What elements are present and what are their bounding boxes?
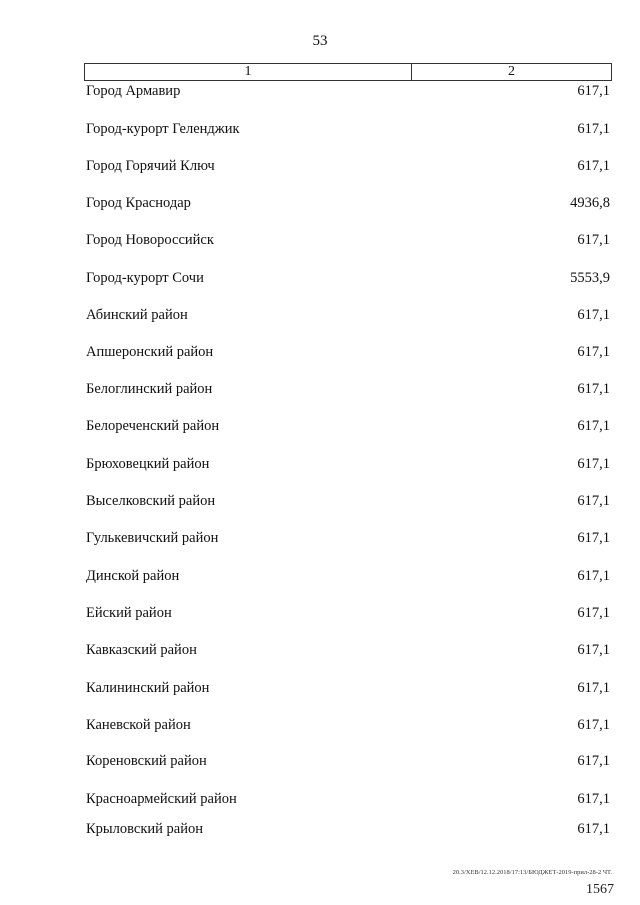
municipality-name: Апшеронский район [86,344,214,360]
column-header-1: 1 [85,64,412,80]
amount-value: 617,1 [577,307,610,323]
amount-value: 617,1 [577,605,610,621]
table-row [86,415,610,437]
amount-value: 617,1 [577,232,610,248]
amount-value: 617,1 [577,121,610,137]
table-row [86,118,610,140]
amount-value: 4936,8 [570,195,610,211]
municipality-name: Кореновский район [86,753,207,769]
sheet-number: 1567 [586,882,614,897]
amount-value: 617,1 [577,418,610,434]
table-row [86,788,610,810]
municipality-name: Белоглинский район [86,381,213,397]
municipality-name: Кавказский район [86,642,197,658]
municipality-name: Город Горячий Ключ [86,158,215,174]
amount-value: 617,1 [577,158,610,174]
amount-value: 617,1 [577,456,610,472]
municipality-name: Город Новороссийск [86,232,214,248]
municipality-name: Город-курорт Геленджик [86,121,240,137]
amount-value: 617,1 [577,821,610,837]
table-header [84,63,612,81]
municipality-name: Выселковский район [86,493,216,509]
table-row [86,677,610,699]
table-row [86,527,610,549]
municipality-name: Ейский район [86,605,172,621]
table-row [86,818,610,840]
table-row [86,192,610,214]
municipality-name: Белореченский район [86,418,220,434]
table-row [86,267,610,289]
table-row [86,341,610,363]
table-row [86,453,610,475]
table-row [86,378,610,400]
municipality-name: Калининский район [86,680,210,696]
table-row [86,304,610,326]
table-row [86,155,610,177]
amount-value: 617,1 [577,753,610,769]
table-row [86,565,610,587]
municipality-name: Брюховецкий район [86,456,210,472]
municipality-name: Крыловский район [86,821,203,837]
table-row [86,602,610,624]
table-row [86,490,610,512]
amount-value: 617,1 [577,717,610,733]
document-footer-code: 20.3/ХЕВ/12.12.2018/17:13/БЮДЖЕТ-2019-прил-28-2 ЧТ. [452,869,612,876]
table-row [86,714,610,736]
municipality-name: Каневской район [86,717,191,733]
amount-value: 617,1 [577,791,610,807]
amount-value: 617,1 [577,344,610,360]
amount-value: 617,1 [577,381,610,397]
amount-value: 5553,9 [570,270,610,286]
municipality-name: Город Армавир [86,83,181,99]
municipality-name: Гулькевичский район [86,530,219,546]
municipality-name: Абинский район [86,307,188,323]
amount-value: 617,1 [577,642,610,658]
table-row [86,750,610,772]
amount-value: 617,1 [577,568,610,584]
amount-value: 617,1 [577,493,610,509]
table-row [86,80,610,102]
column-header-2: 2 [508,64,515,79]
municipality-name: Красноармейский район [86,791,237,807]
table-row [86,229,610,251]
amount-value: 617,1 [577,530,610,546]
table-row [86,639,610,661]
page-number: 53 [312,33,328,49]
municipality-name: Город-курорт Сочи [86,270,204,286]
municipality-name: Город Краснодар [86,195,191,211]
municipality-name: Динской район [86,568,180,584]
amount-value: 617,1 [577,680,610,696]
amount-value: 617,1 [577,83,610,99]
